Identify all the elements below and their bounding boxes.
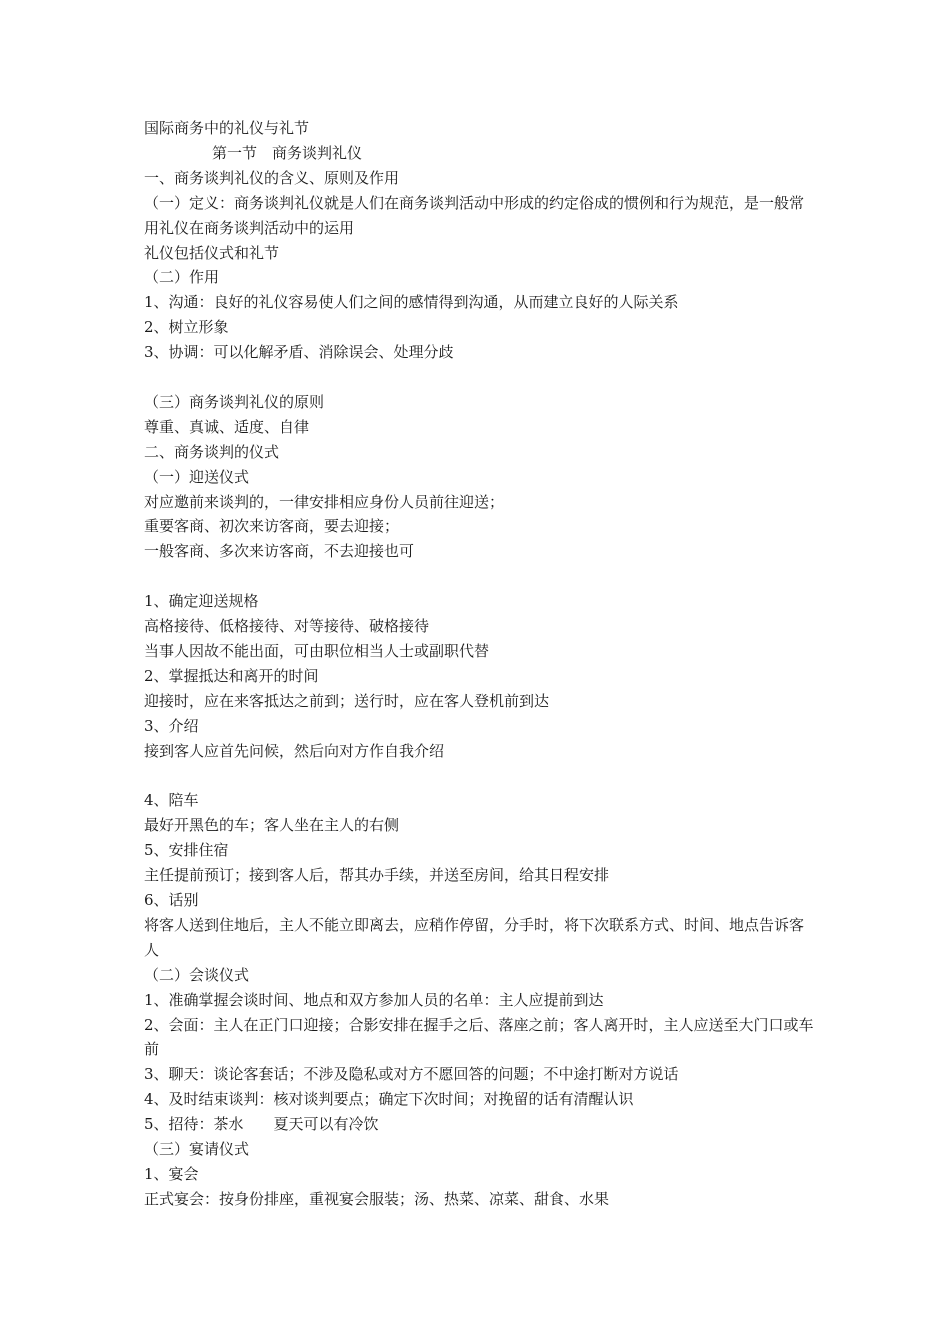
text-line: 当事人因故不能出面，可由职位相当人士或副职代替 (144, 642, 490, 660)
text-line: 1、确定迎送规格 (144, 592, 259, 611)
text-line: 1、准确掌握会谈时间、地点和双方参加人员的名单：主人应提前到达 (144, 990, 604, 1009)
text-line: 礼仪包括仪式和礼节 (144, 243, 280, 262)
text-line: 2、树立形象 (144, 318, 229, 337)
text-line: 4、及时结束谈判：核对谈判要点；确定下次时间；对挽留的话有清醒认识 (144, 1090, 634, 1109)
text-line: 对应邀前来谈判的，一律安排相应身份人员前往迎送； (144, 492, 505, 511)
text-line: 二、商务谈判的仪式 (144, 442, 280, 461)
blank-line (144, 764, 816, 789)
document-body (144, 116, 816, 1212)
text-line: 2、会面：主人在正门口迎接；合影安排在握手之后、落座之前；客人离开时，主人应送至大门口或车前 (144, 1015, 814, 1059)
text-line: 6、话别 (144, 891, 199, 910)
document-lines (144, 166, 816, 1212)
text-line: （三）商务谈判礼仪的原则 (144, 392, 325, 411)
text-line: 主任提前预订；接到客人后，帮其办手续，并送至房间，给其日程安排 (144, 866, 610, 885)
text-line: 1、宴会 (144, 1165, 199, 1184)
text-line: 一、商务谈判礼仪的含义、原则及作用 (144, 168, 400, 187)
text-line: 1、沟通：良好的礼仪容易使人们之间的感情得到沟通，从而建立良好的人际关系 (144, 293, 679, 312)
text-line: 高格接待、低格接待、对等接待、破格接待 (144, 617, 430, 636)
text-line: 最好开黑色的车；客人坐在主人的右侧 (144, 816, 400, 835)
text-line: 3、聊天：谈论客套话；不涉及隐私或对方不愿回答的问题；不中途打断对方说话 (144, 1065, 679, 1084)
text-line: 一般客商、多次来访客商，不去迎接也可 (144, 542, 415, 561)
text-line: 4、陪车 (144, 791, 199, 810)
text-line: 3、介绍 (144, 716, 199, 735)
text-line: 尊重、真诚、适度、自律 (144, 417, 310, 436)
text-line: 接到客人应首先问候，然后向对方作自我介绍 (144, 741, 445, 760)
text-line: （一）迎送仪式 (144, 467, 250, 486)
text-line: 重要客商、初次来访客商，要去迎接； (144, 517, 400, 536)
document-title: 国际商务中的礼仪与礼节 (144, 119, 310, 137)
text-line: （二）会谈仪式 (144, 965, 250, 984)
text-line: 3、协调：可以化解矛盾、消除误会、处理分歧 (144, 343, 454, 362)
text-line: 迎接时，应在来客抵达之前到；送行时，应在客人登机前到达 (144, 691, 550, 710)
text-line: 2、掌握抵达和离开的时间 (144, 666, 319, 685)
text-line: 5、安排住宿 (144, 841, 229, 860)
blank-line (144, 564, 816, 589)
text-line: 将客人送到住地后，主人不能立即离去，应稍作停留，分手时，将下次联系方式、时间、地点告诉客人 (144, 915, 805, 959)
section-heading: 第一节 商务谈判礼仪 (212, 143, 363, 162)
blank-line (144, 365, 816, 390)
text-line: （二）作用 (144, 268, 220, 287)
text-line: 5、招待：茶水 夏天可以有冷饮 (144, 1115, 379, 1134)
text-line: 正式宴会：按身份排座，重视宴会服装；汤、热菜、凉菜、甜食、水果 (144, 1189, 610, 1208)
text-line: （一）定义：商务谈判礼仪就是人们在商务谈判活动中形成的约定俗成的惯例和行为规范，是一般常用礼仪在商务谈判活动中的运用 (144, 193, 805, 237)
text-line: （三）宴请仪式 (144, 1140, 250, 1159)
